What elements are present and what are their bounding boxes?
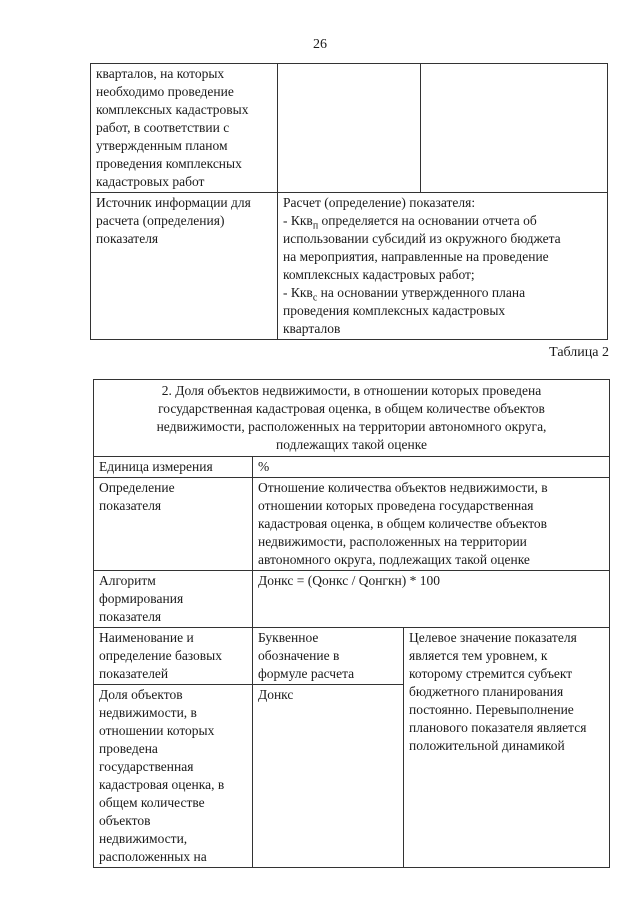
- text-line: показателя: [99, 609, 162, 624]
- base-indicators-header: [94, 628, 253, 685]
- text-line: комплексных кадастровых: [96, 102, 249, 117]
- text-line: использовании субсидий из окружного бюджета: [283, 231, 561, 246]
- lines-cell: [91, 64, 278, 193]
- text-line: недвижимости, в: [99, 705, 197, 720]
- text-line: показателя: [99, 498, 162, 513]
- text-line: является тем уровнем, к: [409, 648, 548, 663]
- text-line: которому стремится субъект: [409, 666, 573, 681]
- unit-label: Единица измерения: [94, 457, 253, 478]
- text-line: государственная кадастровая оценка, в общем количестве объектов: [158, 401, 545, 416]
- text-line: постоянно. Перевыполнение: [409, 702, 574, 717]
- definition-value: [253, 478, 610, 571]
- text-line: отношении которых проведена государственная: [258, 498, 534, 513]
- table-row: [94, 457, 610, 478]
- text-line: комплексных кадастровых работ;: [283, 267, 475, 282]
- unit-value: %: [253, 457, 610, 478]
- text-line: обозначение в: [258, 648, 340, 663]
- indicator-table-2: [93, 379, 610, 868]
- text-line: Алгоритм: [99, 573, 156, 588]
- calc-item-1: - Ккв$_п$ определяется на основании отчета об: [283, 213, 537, 232]
- base-indicator-symbol: Донкс: [253, 685, 404, 868]
- table-title: [94, 380, 610, 457]
- text-line: утвержденным планом: [96, 138, 228, 153]
- text-line: расположенных на: [99, 849, 207, 864]
- text-line: отношении которых: [99, 723, 215, 738]
- text-line: Доля объектов: [99, 687, 183, 702]
- calc-item-1-rest: [283, 230, 602, 284]
- table-caption: Таблица 2: [549, 345, 609, 360]
- text-line: проведения комплексных: [96, 156, 242, 171]
- text-line: на мероприятия, направленные на проведение: [283, 249, 549, 264]
- text-line: определение базовых: [99, 648, 223, 663]
- text-line: проведения комплексных кадастровых: [283, 303, 506, 318]
- text-line: работ, в соответствии с: [96, 120, 230, 135]
- text-line: общем количестве: [99, 795, 205, 810]
- indicator-table-continued: [90, 63, 608, 340]
- text-line: Определение: [99, 480, 175, 495]
- text-line: объектов: [99, 813, 151, 828]
- table-row: [94, 571, 610, 628]
- empty-cell: [421, 64, 608, 193]
- text-line: показателей: [99, 666, 169, 681]
- table-row: [94, 478, 610, 571]
- calc-heading: Расчет (определение) показателя:: [283, 195, 476, 210]
- symbol-header: [253, 628, 404, 685]
- algorithm-formula: Донкс = (Qонкс / Qонгкн) * 100: [253, 571, 610, 628]
- text-line: расчета (определения): [96, 213, 225, 228]
- text-line: кадастровая оценка, в общем количестве объектов: [258, 516, 548, 531]
- text-line: кадастровых работ: [96, 174, 205, 189]
- table-row: [91, 193, 608, 340]
- algorithm-label: [94, 571, 253, 628]
- text-line: положительной динамикой: [409, 738, 565, 753]
- text-line: необходимо проведение: [96, 84, 234, 99]
- page-number: 26: [313, 37, 327, 52]
- text-line: кадастровая оценка, в: [99, 777, 225, 792]
- calc-item-2-rest: [283, 302, 602, 338]
- definition-label: [94, 478, 253, 571]
- target-value-cell: [404, 628, 610, 868]
- text-line: кварталов: [283, 321, 341, 336]
- text-line: Отношение количества объектов недвижимости, в: [258, 480, 548, 495]
- text-line: формуле расчета: [258, 666, 355, 681]
- text-line: планового показателя является: [409, 720, 587, 735]
- text-line: кварталов, на которых: [96, 66, 225, 81]
- text-line: автономного округа, подлежащих такой оценке: [258, 552, 530, 567]
- text-line: Наименование и: [99, 630, 194, 645]
- base-indicator-name: [94, 685, 253, 868]
- text-line: формирования: [99, 591, 184, 606]
- text-line: Буквенное: [258, 630, 319, 645]
- text-line: недвижимости,: [99, 831, 188, 846]
- source-label: [91, 193, 278, 340]
- text-line: показателя: [96, 231, 159, 246]
- empty-cell: [278, 64, 421, 193]
- table-row: [91, 64, 608, 193]
- table-title-row: [94, 380, 610, 457]
- text-line: недвижимости, расположенных на территории: [258, 534, 527, 549]
- table-header-row: [94, 628, 610, 685]
- text-line: Целевое значение показателя: [409, 630, 577, 645]
- calculation-cell: [278, 193, 608, 340]
- text-line: проведена: [99, 741, 158, 756]
- text-line: подлежащих такой оценке: [276, 437, 427, 452]
- text-line: бюджетного планирования: [409, 684, 564, 699]
- text-line: государственная: [99, 759, 194, 774]
- calc-item-2: - Ккв$_с$ на основании утвержденного плана: [283, 285, 526, 304]
- text-line: 2. Доля объектов недвижимости, в отношении которых проведена: [161, 383, 542, 398]
- text-line: недвижимости, расположенных на территории автономного округа,: [156, 419, 547, 434]
- text-line: Источник информации для: [96, 195, 251, 210]
